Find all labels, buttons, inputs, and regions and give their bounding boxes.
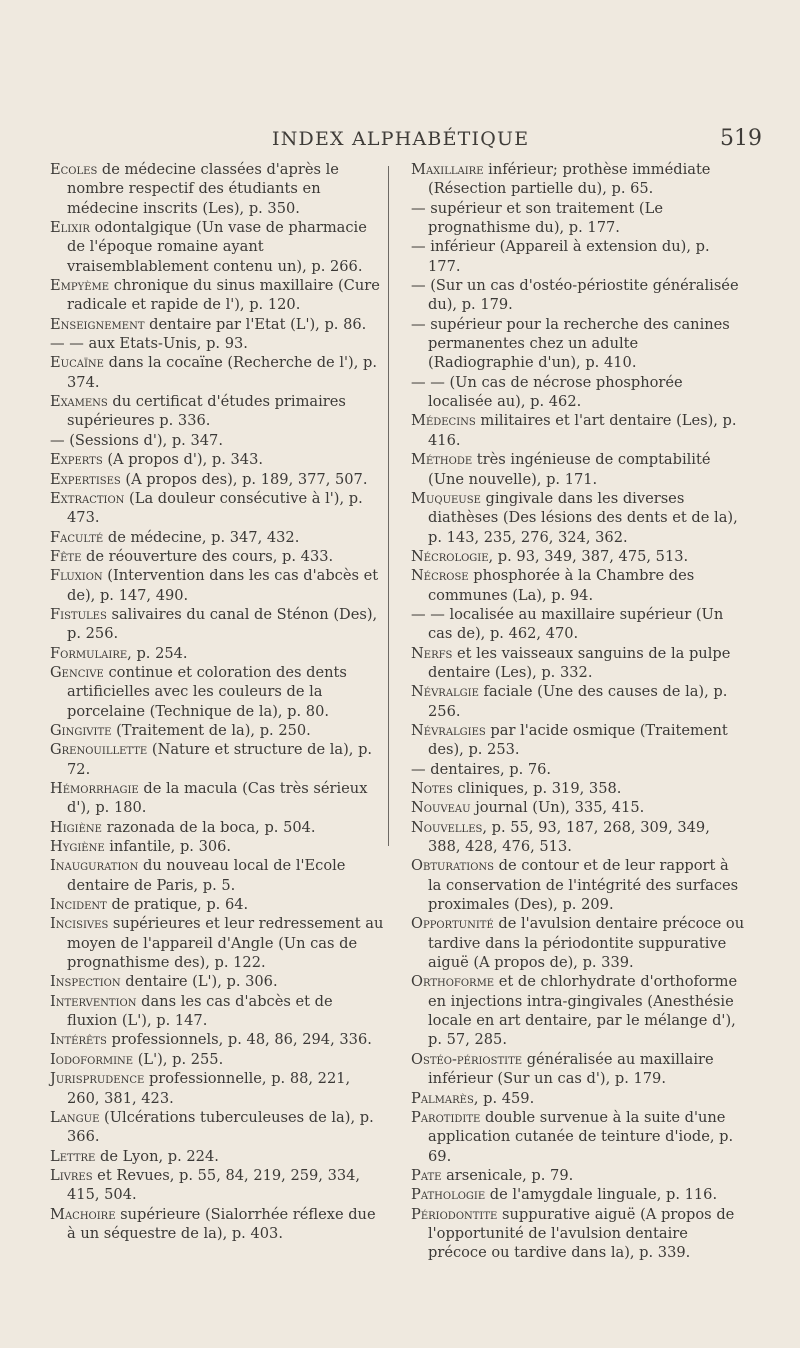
index-entry (411, 315, 746, 373)
index-entry-text: (La douleur consécutive à l'), p. 473. (67, 489, 363, 527)
index-entry-text: de la macula (Cas très sérieux d'), p. 180. (67, 780, 368, 817)
index-entry-text: — supérieur pour la recherche des canines permanentes chez un adulte (Radiographie d'un), p. 410. (411, 315, 730, 372)
index-keyword: Intervention (50, 992, 137, 1010)
index-keyword: Eucaïne (50, 354, 104, 372)
index-entry-text: razonada de la boca, p. 504. (101, 818, 316, 836)
index-entry-text: — — (Un cas de nécrose phosphorée localisée au), p. 462. (411, 373, 683, 411)
index-entry (50, 1205, 385, 1244)
index-entry-text: de Lyon, p. 224. (95, 1147, 219, 1165)
index-keyword: Hygiène (50, 838, 105, 856)
index-keyword: Névralgie (411, 683, 479, 701)
index-entry-text: suppurative aiguë (A propos de l'opportunité de l'avulsion dentaire précoce ou tardive dans la), p. 339. (428, 1205, 735, 1262)
index-entry-text: cliniques, p. 319, 358. (452, 780, 622, 797)
index-entry-text: (A propos des), p. 189, 377, 507. (120, 470, 368, 488)
index-keyword: Nerfs (411, 644, 453, 662)
index-entry (50, 1069, 385, 1108)
index-entry-text: du certificat d'études primaires supérieures p. 336. (67, 393, 346, 430)
index-keyword: Ostéo-périostite (411, 1050, 523, 1068)
index-keyword: Hémorrhagie (50, 780, 139, 797)
index-entry-text: — inférieur (Appareil à extension du), p. 177. (411, 238, 710, 275)
index-entry (50, 1108, 385, 1147)
index-column-left (50, 160, 385, 1243)
index-keyword: Livres (50, 1166, 93, 1184)
index-keyword: Maxillaire (411, 161, 484, 178)
index-entry (411, 1166, 746, 1185)
index-entry-text: (L'), p. 255. (133, 1050, 224, 1068)
index-keyword: Iodoformine (50, 1050, 134, 1068)
index-column-right (411, 160, 746, 1263)
index-entry-text: — supérieur et son traitement (Le prognathisme du), p. 177. (411, 199, 663, 237)
index-keyword: Nécrose (411, 567, 469, 585)
index-entry-text: de médecine classées d'après le nombre respectif des étudiants en médecine inscrits (Les), p. 350. (67, 161, 339, 217)
index-entry-text: , p. 93, 349, 387, 475, 513. (488, 547, 689, 565)
index-entry (50, 1166, 385, 1205)
index-keyword: Formulaire (50, 644, 128, 662)
index-entry (50, 334, 385, 353)
index-entry-text: (Nature et structure de la), p. 72. (67, 741, 373, 778)
index-entry-text: dans les cas d'abcès et de fluxion (L'), p. 147. (67, 992, 333, 1030)
index-entry (411, 489, 746, 547)
index-entry (50, 218, 385, 276)
index-entry-text: , p. 254. (127, 644, 188, 662)
index-keyword: Higiène (50, 818, 102, 836)
index-keyword: Névralgies (411, 721, 486, 739)
index-entry (50, 353, 385, 392)
index-keyword: Périodontite (411, 1205, 498, 1223)
index-keyword: Méthode (411, 451, 473, 469)
index-keyword: Pathologie (411, 1186, 486, 1204)
index-keyword: Nouvelles (411, 818, 483, 836)
index-keyword: Nouveau (411, 799, 471, 817)
index-entry (411, 779, 746, 798)
index-entry (50, 470, 385, 489)
index-keyword: Grenouillette (50, 741, 148, 759)
index-keyword: Incident (50, 896, 107, 914)
index-entry-text: — (Sur un cas d'ostéo-périostite généralisée du), p. 179. (411, 277, 739, 314)
index-keyword: Enseignement (50, 315, 145, 333)
index-keyword: Muqueuse (411, 489, 481, 507)
index-entry (411, 160, 746, 199)
index-keyword: Pate (411, 1166, 442, 1184)
index-entry-text: militaires et l'art dentaire (Les), p. 416. (428, 412, 737, 449)
index-keyword: Ecoles (50, 161, 98, 178)
index-entry-text: inférieur; prothèse immédiate (Résection partielle du), p. 65. (428, 161, 711, 198)
index-entry (50, 972, 385, 991)
index-entry-text: journal (Un), 335, 415. (470, 799, 645, 817)
index-entry-text: — — localisée au maxillaire supérieur (Un cas de), p. 462, 470. (411, 605, 724, 643)
index-entry (411, 1108, 746, 1166)
index-entry (411, 1185, 746, 1204)
index-entry-text: et Revues, p. 55, 84, 219, 259, 334, 415, 504. (67, 1166, 361, 1204)
index-entry (50, 276, 385, 315)
index-entry (50, 431, 385, 450)
index-entry (50, 837, 385, 856)
index-keyword: Inspection (50, 973, 121, 991)
index-entry (50, 914, 385, 972)
index-keyword: Gingivite (50, 721, 112, 739)
index-keyword: Extraction (50, 489, 125, 507)
index-entry (50, 1030, 385, 1049)
index-keyword: Expertises (50, 470, 121, 488)
index-keyword: Intérêts (50, 1031, 107, 1049)
index-entry (411, 276, 746, 315)
index-keyword: Inauguration (50, 857, 139, 875)
index-entry (411, 856, 746, 914)
index-entry (411, 682, 746, 721)
index-keyword: Gencive (50, 663, 104, 681)
index-keyword: Médecins (411, 412, 476, 430)
index-entry (50, 992, 385, 1031)
index-entry-text: — dentaires, p. 76. (411, 760, 552, 778)
index-entry (50, 528, 385, 547)
index-entry (411, 547, 746, 566)
index-entry-text: de l'amygdale linguale, p. 116. (485, 1186, 718, 1204)
page-title: INDEX ALPHABÉTIQUE (272, 128, 530, 150)
index-entry (50, 605, 385, 644)
index-keyword: Fistules (50, 605, 107, 623)
index-entry-text: et de chlorhydrate d'orthoforme en injections intra-gingivales (Anesthésie locale en art dentaire, par le mélange d'), p. 57, 285. (428, 973, 738, 1049)
index-entry (50, 663, 385, 721)
index-entry-text: , p. 55, 93, 187, 268, 309, 349, 388, 428, 476, 513. (428, 818, 710, 856)
column-divider (388, 166, 389, 846)
index-entry-text: de pratique, p. 64. (106, 896, 249, 914)
index-keyword: Lettre (50, 1147, 96, 1165)
index-entry (50, 721, 385, 740)
index-entry-text: très ingénieuse de comptabilité (Une nouvelle), p. 171. (428, 451, 711, 488)
index-entry-text: professionnelle, p. 88, 221, 260, 381, 423. (67, 1070, 351, 1107)
index-entry (50, 1050, 385, 1069)
index-keyword: Faculté (50, 528, 104, 546)
index-entry (411, 644, 746, 683)
index-entry-text: de réouverture des cours, p. 433. (81, 547, 334, 565)
index-keyword: Orthoforme (411, 973, 495, 991)
index-entry (411, 199, 746, 238)
index-entry (50, 450, 385, 469)
index-keyword: Examens (50, 393, 108, 411)
index-entry (411, 1050, 746, 1089)
index-entry (411, 237, 746, 276)
index-entry-text: supérieures et leur redressement au moyen de l'appareil d'Angle (Un cas de prognathisme des), p. 122. (67, 915, 384, 972)
index-entry-text: et les vaisseaux sanguins de la pulpe dentaire (Les), p. 332. (428, 644, 731, 681)
index-entry (411, 566, 746, 605)
index-entry-text: professionnels, p. 48, 86, 294, 336. (106, 1031, 372, 1049)
index-entry (50, 779, 385, 818)
index-entry-text: odontalgique (Un vase de pharmacie de l'époque romaine ayant vraisemblablement contenu un), p. 266. (67, 219, 367, 275)
index-entry-text: généralisée au maxillaire inférieur (Sur un cas d'), p. 179. (428, 1050, 714, 1088)
index-keyword: Nécrologie (411, 547, 489, 565)
index-entry-text: (Intervention dans les cas d'abcès et de), p. 147, 490. (67, 567, 379, 604)
index-entry (411, 605, 746, 644)
index-entry (50, 740, 385, 779)
index-entry-text: dans la cocaïne (Recherche de l'), p. 374. (67, 354, 377, 391)
index-keyword: Elixir (50, 219, 90, 237)
index-entry (411, 411, 746, 450)
index-entry-text: salivaires du canal de Sténon (Des), p. 256. (67, 605, 378, 643)
index-entry-text: — (Sessions d'), p. 347. (50, 431, 223, 449)
index-entry (411, 721, 746, 760)
index-entry-text: par l'acide osmique (Traitement des), p. 253. (428, 721, 728, 759)
index-keyword: Jurisprudence (50, 1070, 145, 1088)
index-entry (50, 856, 385, 895)
index-keyword: Experts (50, 451, 103, 469)
index-entry (50, 547, 385, 566)
index-entry (411, 450, 746, 489)
index-keyword: Opportunité (411, 915, 494, 933)
index-keyword: Empyème (50, 277, 110, 295)
index-entry (50, 895, 385, 914)
index-entry-text: continue et coloration des dents artificielles avec les couleurs de la porcelaine (Technique de la), p. 80. (67, 663, 347, 720)
index-entry (411, 818, 746, 857)
index-keyword: Obturations (411, 857, 495, 875)
index-entry-text: (Traitement de la), p. 250. (111, 721, 311, 739)
index-entry-text: de contour et de leur rapport à la conservation de l'intégrité des surfaces proximales (Des), p. 209. (428, 857, 739, 914)
index-entry-text: arsenicale, p. 79. (441, 1166, 574, 1184)
index-entry (50, 1147, 385, 1166)
index-entry (50, 644, 385, 663)
index-entry (411, 914, 746, 972)
index-keyword: Parotidite (411, 1108, 481, 1126)
index-entry-text: infantile, p. 306. (104, 838, 232, 856)
index-keyword: Fluxion (50, 567, 103, 585)
index-entry-text: dentaire (L'), p. 306. (120, 973, 278, 991)
index-keyword: Notes (411, 780, 453, 797)
index-entry (411, 373, 746, 412)
index-entry (50, 315, 385, 334)
index-entry (50, 160, 385, 218)
index-entry (411, 1089, 746, 1108)
index-entry (50, 818, 385, 837)
index-entry-text: — — aux Etats-Unis, p. 93. (50, 335, 248, 353)
index-keyword: Palmarès (411, 1089, 474, 1107)
page-number: 519 (720, 126, 762, 151)
index-entry-text: double survenue à la suite d'une application cutanée de teinture d'iode, p. 69. (428, 1108, 734, 1165)
index-entry-text: chronique du sinus maxillaire (Cure radicale et rapide de l'), p. 120. (67, 277, 380, 314)
index-entry-text: (A propos d'), p. 343. (102, 451, 263, 469)
index-entry-text: supérieure (Sialorrhée réflexe due à un séquestre de la), p. 403. (67, 1205, 376, 1242)
index-entry-text: du nouveau local de l'Ecole dentaire de Paris, p. 5. (67, 857, 346, 894)
index-entry (50, 392, 385, 431)
index-keyword: Langue (50, 1108, 100, 1126)
running-header (0, 128, 800, 158)
index-entry (50, 566, 385, 605)
index-entry-text: faciale (Une des causes de la), p. 256. (428, 683, 728, 720)
index-entry-text: dentaire par l'Etat (L'), p. 86. (144, 315, 367, 333)
index-entry-text: phosphorée à la Chambre des communes (La), p. 94. (428, 567, 695, 604)
index-entry (411, 798, 746, 817)
index-entry-text: gingivale dans les diverses diathèses (Des lésions des dents et de la), p. 143, 235, 276, 324, 362. (428, 489, 738, 546)
index-entry (50, 489, 385, 528)
index-entry (411, 1205, 746, 1263)
index-entry-text: , p. 459. (473, 1089, 535, 1107)
index-keyword: Fête (50, 547, 82, 565)
index-entry-text: (Ulcérations tuberculeuses de la), p. 366. (67, 1108, 374, 1146)
index-keyword: Machoire (50, 1205, 116, 1223)
index-entry-text: de l'avulsion dentaire précoce ou tardive dans la périodontite suppurative aiguë (A propos de), p. 339. (428, 915, 745, 972)
index-keyword: Incisives (50, 915, 109, 933)
index-entry-text: de médecine, p. 347, 432. (103, 528, 300, 546)
index-entry (411, 972, 746, 1049)
index-entry (411, 760, 746, 779)
